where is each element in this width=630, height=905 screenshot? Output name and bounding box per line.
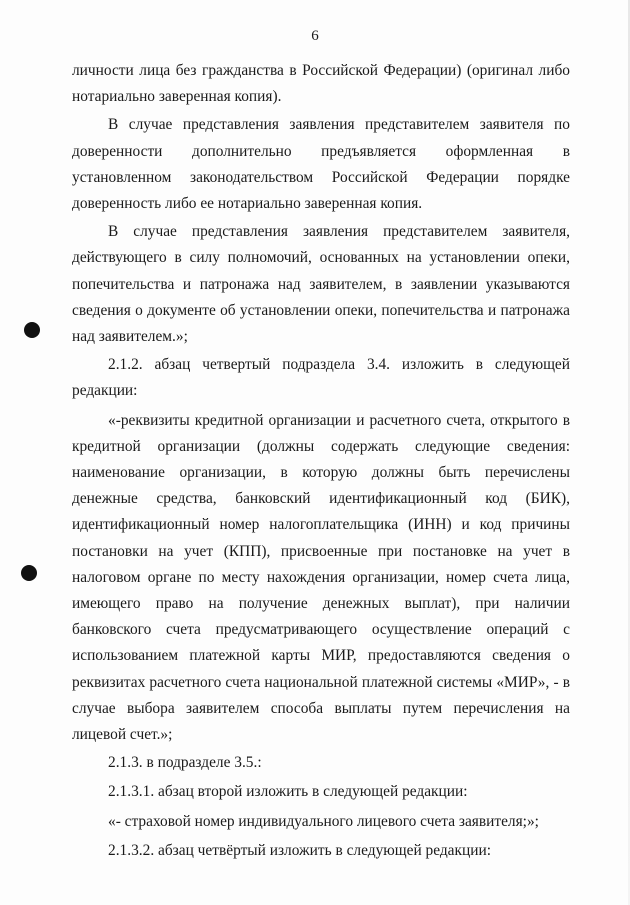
clause-2-1-3: 2.1.3. в подразделе 3.5.: [108,754,262,772]
paragraph-continuation: личности лица без гражданства в Российской Федерации) (оригинал либо нотариально заверенная копия). [72,62,570,106]
page-number: 6 [311,28,319,44]
clause-2-1-2: 2.1.2. абзац четвертый подраздела 3.4. изложить в следующей редакции: [72,356,570,400]
document-body [72,58,570,867]
punch-hole-mark [24,322,40,338]
paragraph-bank-details: «-реквизиты кредитной организации и расчетного счета, открытого в кредитной организации (должны содержать следующие сведения: наименование организации, в которую должны быть перечислены денежные средства, банковский идентификационный код (БИК), идентификационный номер налогоплательщика (ИНН) и код причины постановки на учет (КПП), присвоенные при постановке на учет в налоговом органе по месту нахождения организации, номер счета лица, имеющего право на получение денежных выплат), при наличии банковского счета предусматривающего осуществление операций с использованием платежной карты МИР, предоставляются сведения о реквизитах расчетного счета национальной платежной системы «МИР», - в случае выбора заявителем способа выплаты путем перечисления на лицевой счет.»; [72,411,570,744]
paragraph-guardianship: В случае представления заявления представителем заявителя, действующего в силу полномочий, основанных на установлении опеки, попечительства и патронажа над заявителем, в заявлении указываются сведения о документе об установлении опеки, попечительства и патронажа над заявителем.»; [72,223,570,346]
paragraph-power-of-attorney: В случае представления заявления представителем заявителя по доверенности дополнительно предъявляется оформленная в установленном законодательством Российской Федерации порядке доверенность либо ее нотариально заверенная копия. [72,116,570,213]
clause-2-1-3-2: 2.1.3.2. абзац четвёртый изложить в следующей редакции: [108,841,491,859]
punch-hole-mark [21,565,37,581]
clause-2-1-3-1: 2.1.3.1. абзац второй изложить в следующей редакции: [108,783,468,801]
paragraph-snils: «- страховой номер индивидуального лицевого счета заявителя;»; [108,812,539,830]
